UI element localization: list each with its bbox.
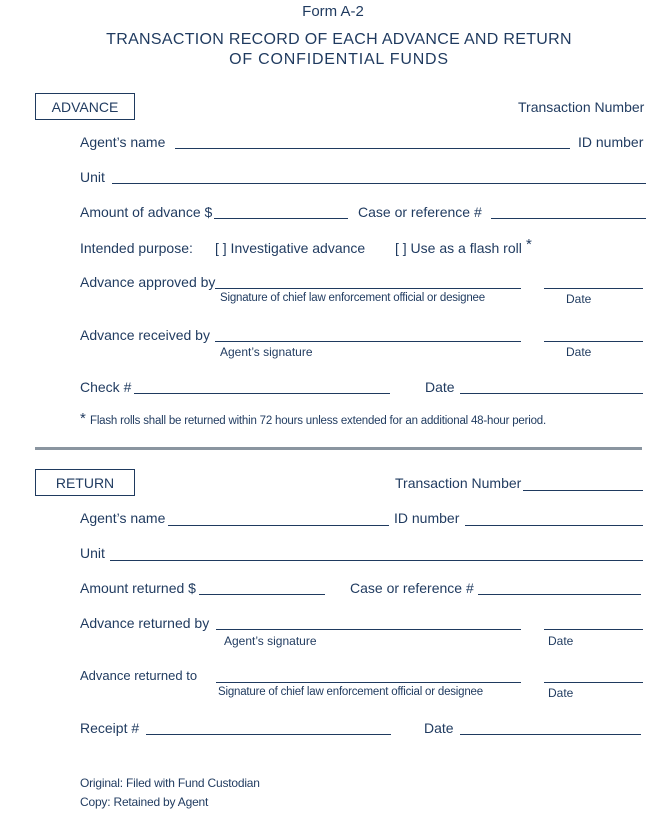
return-case-field[interactable]: [478, 594, 641, 595]
return-id-number-label: ID number: [394, 510, 460, 526]
advance-approved-signature-field[interactable]: [215, 288, 521, 289]
returned-to-signature-caption: Signature of chief law enforcement official or designee: [218, 686, 483, 698]
check-date-label: Date: [425, 379, 455, 395]
form-title-line2: OF CONFIDENTIAL FUNDS: [229, 51, 449, 68]
flash-roll-footnote: Flash rolls shall be returned within 72 hours unless extended for an additional 48-hour period.: [90, 415, 546, 427]
advance-section-label: ADVANCE: [35, 93, 135, 120]
return-unit-label: Unit: [80, 545, 105, 561]
returned-to-date-field[interactable]: [544, 682, 643, 683]
investigative-advance-checkbox[interactable]: [ ] Investigative advance: [215, 240, 366, 256]
check-date-field[interactable]: [460, 393, 643, 394]
returned-by-date-caption: Date: [548, 634, 574, 648]
advance-amount-field[interactable]: [214, 218, 348, 219]
advance-amount-label: Amount of advance $: [80, 204, 213, 220]
returned-by-date-field[interactable]: [544, 629, 643, 630]
advance-approved-by-label: Advance approved by: [80, 274, 216, 290]
return-id-number-field[interactable]: [465, 525, 643, 526]
receipt-date-label: Date: [424, 720, 454, 736]
advance-agent-name-field[interactable]: [175, 148, 570, 149]
section-divider: [35, 447, 642, 450]
advance-unit-field[interactable]: [112, 183, 646, 184]
returned-by-signature-caption: Agent’s signature: [224, 634, 317, 648]
advance-received-date-caption: Date: [566, 345, 592, 359]
advance-approved-signature-caption: Signature of chief law enforcement official or designee: [220, 292, 485, 304]
form-id: Form A-2: [302, 3, 364, 20]
advance-case-field[interactable]: [491, 218, 646, 219]
flash-roll-asterisk: *: [526, 236, 532, 253]
advance-transaction-number-label: Transaction Number: [518, 99, 645, 115]
advance-approved-date-caption: Date: [566, 292, 592, 306]
advance-received-by-label: Advance received by: [80, 327, 210, 343]
advance-case-label: Case or reference #: [358, 204, 482, 220]
footer-copy-note: Copy: Retained by Agent: [80, 795, 209, 809]
return-section-label: RETURN: [35, 469, 135, 496]
advance-id-number-label: ID number: [578, 134, 644, 150]
return-transaction-number-field[interactable]: [523, 490, 643, 491]
return-case-label: Case or reference #: [350, 580, 474, 596]
advance-agent-name-label: Agent’s name: [80, 134, 166, 150]
advance-received-signature-caption: Agent’s signature: [220, 345, 313, 359]
return-amount-field[interactable]: [199, 594, 325, 595]
advance-returned-by-label: Advance returned by: [80, 615, 210, 631]
return-amount-label: Amount returned $: [80, 580, 196, 596]
check-number-label: Check #: [80, 379, 132, 395]
advance-purpose-label: Intended purpose:: [80, 240, 193, 256]
footnote-asterisk: *: [80, 410, 86, 427]
advance-unit-label: Unit: [80, 169, 105, 185]
receipt-number-field[interactable]: [146, 734, 391, 735]
advance-approved-date-field[interactable]: [544, 288, 643, 289]
returned-to-signature-field[interactable]: [216, 682, 521, 683]
flash-roll-checkbox[interactable]: [ ] Use as a flash roll: [395, 240, 522, 256]
receipt-date-field[interactable]: [460, 734, 641, 735]
footer-original-note: Original: Filed with Fund Custodian: [80, 776, 260, 790]
return-transaction-number-label: Transaction Number: [395, 475, 522, 491]
return-agent-name-label: Agent’s name: [80, 510, 166, 526]
form-title-line1: TRANSACTION RECORD OF EACH ADVANCE AND RETURN: [106, 31, 572, 48]
check-number-field[interactable]: [134, 393, 390, 394]
advance-received-date-field[interactable]: [544, 341, 643, 342]
returned-by-signature-field[interactable]: [216, 629, 521, 630]
receipt-number-label: Receipt #: [80, 720, 140, 736]
advance-received-signature-field[interactable]: [215, 341, 521, 342]
advance-returned-to-label: Advance returned to: [80, 668, 198, 683]
return-agent-name-field[interactable]: [168, 525, 389, 526]
returned-to-date-caption: Date: [548, 686, 574, 700]
return-unit-field[interactable]: [110, 560, 643, 561]
